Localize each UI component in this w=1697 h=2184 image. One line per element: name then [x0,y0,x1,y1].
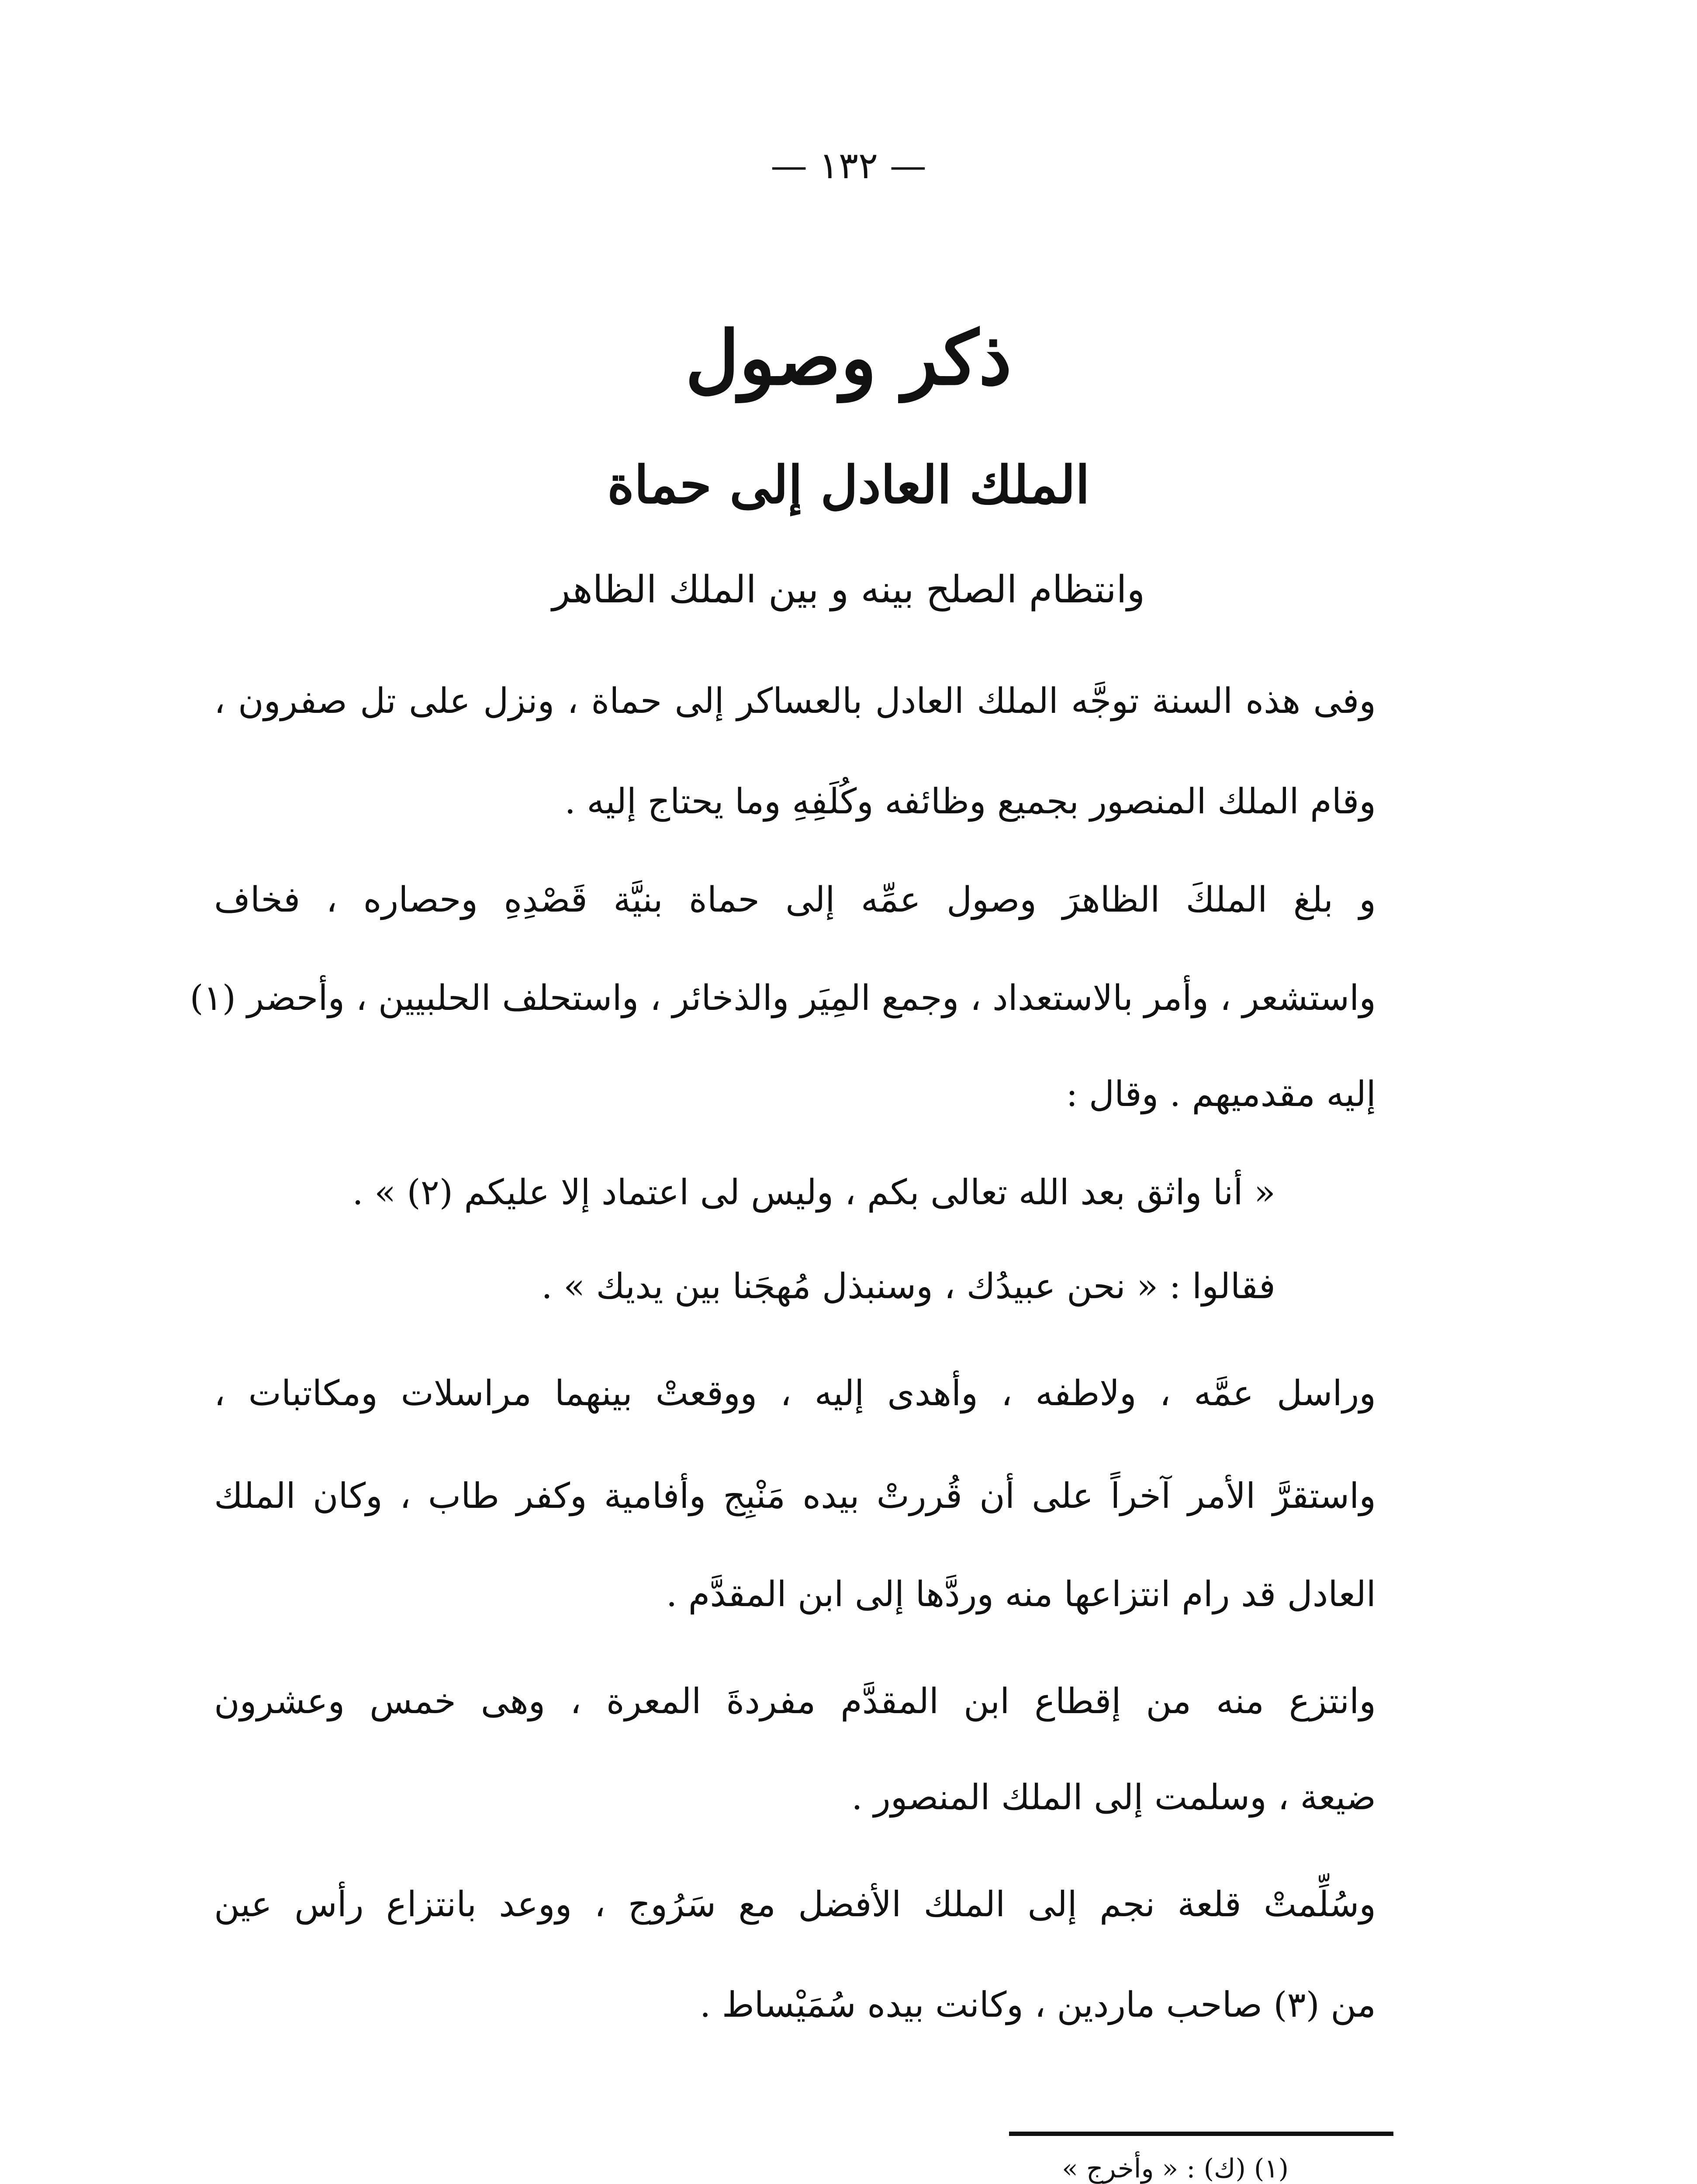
text-line: ضيعة ، وسلمت إلى الملك المنصور . [851,1777,1376,1818]
text-line: من (٣) صاحب ماردين ، وكانت بيده سُمَيْساط . [699,1984,1376,2025]
text-line: وراسل عمَّه ، ولاطفه ، وأهدى إليه ، ووقعتْ بينهما مراسلات ومكاتبات ، [214,1373,1376,1413]
text-line: وانتزع منه من إقطاع ابن المقدَّم مفردةَ المعرة ، وهى خمس وعشرون [214,1681,1376,1721]
page-number: — ١٣٢ — [771,144,926,187]
text-line: و بلغ الملكَ الظاهرَ وصول عمِّه إلى حماة بنيَّة قَصْدِهِ وحصاره ، فخاف [214,879,1376,920]
text-line: إليه مقدميهم . وقال : [1066,1074,1376,1114]
text-line: وسُلِّمتْ قلعة نجم إلى الملك الأفضل مع سَرُوج ، ووعد بانتزاع رأس عين [214,1884,1376,1925]
chapter-subtitle: الملك العادل إلى حماة [607,454,1090,515]
footnote: (١) (ك) : « وأخرج » [1062,2153,1289,2184]
text-line: العادل قد رام انتزاعها منه وردَّها إلى ابن المقدَّم . [666,1574,1376,1614]
footnote-separator [1009,2132,1393,2136]
text-line: وفى هذه السنة توجَّه الملك العادل بالعساكر إلى حماة ، ونزل على تل صفرون ، [214,681,1376,721]
quote-line: « أنا واثق بعد الله تعالى بكم ، وليس لى اعتماد إلا عليكم (٢) » . [352,1172,1275,1213]
chapter-title: ذكر وصول [685,314,1012,402]
text-line: وقام الملك المنصور بجميع وظائفه وكُلَفِهِ وما يحتاج إليه . [564,781,1376,822]
text-line: واستشعر ، وأمر بالاستعداد ، وجمع المِيَر والذخائر ، واستحلف الحلبيين ، وأحضر (١) [190,978,1376,1018]
chapter-subtitle-2: وانتظام الصلح بينه و بين الملك الظاهر [552,568,1145,612]
quote-line: فقالوا : « نحن عبيدُك ، وسنبذل مُهجَنا بين يديك » . [541,1266,1275,1306]
text-line: واستقرَّ الأمر آخراً على أن قُررتْ بيده مَنْبِج وأفامية وكفر طاب ، وكان الملك [214,1476,1376,1516]
